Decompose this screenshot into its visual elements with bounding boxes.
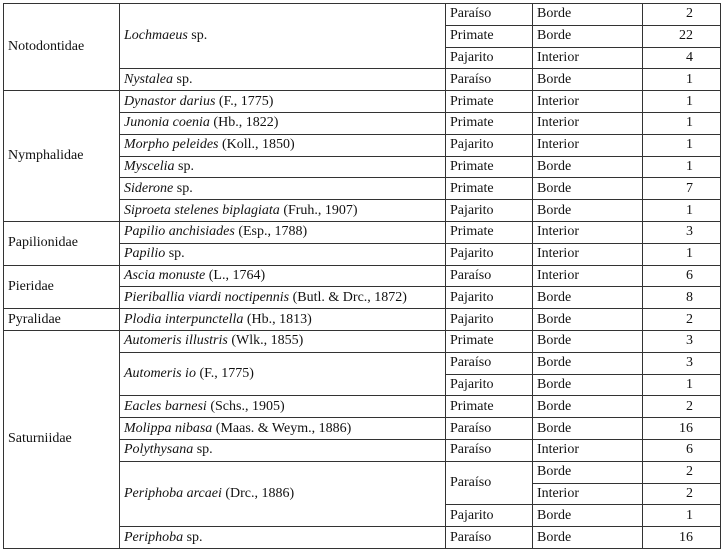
species-authority: (F., 1775)	[195, 366, 254, 382]
site-cell: Primate	[446, 112, 533, 134]
count-cell: 8	[643, 287, 721, 309]
count-cell: 7	[643, 178, 721, 200]
species-cell	[120, 156, 446, 178]
habitat-cell: Borde	[533, 396, 643, 418]
habitat-cell: Interior	[533, 221, 643, 243]
species-authority: (Maas. & Weym., 1886)	[212, 420, 352, 436]
count-cell: 1	[643, 69, 721, 91]
site-cell: Pajarito	[446, 287, 533, 309]
species-authority: sp.	[174, 158, 194, 174]
species-records-table	[3, 3, 721, 549]
species-cell	[120, 439, 446, 461]
table-row	[4, 4, 721, 26]
count-cell: 16	[643, 527, 721, 549]
count-cell: 22	[643, 25, 721, 47]
species-name: Dynastor darius	[124, 93, 216, 109]
species-name: Pieriballia viardi noctipennis	[124, 289, 290, 305]
species-cell	[120, 527, 446, 549]
count-cell: 2	[643, 396, 721, 418]
count-cell: 2	[643, 4, 721, 26]
count-cell: 2	[643, 461, 721, 483]
habitat-cell: Borde	[533, 418, 643, 440]
species-authority: (Hb., 1822)	[209, 115, 279, 131]
species-cell	[120, 287, 446, 309]
count-cell: 1	[643, 505, 721, 527]
species-cell	[120, 69, 446, 91]
count-cell: 6	[643, 265, 721, 287]
species-cell	[120, 309, 446, 331]
species-authority: sp.	[187, 28, 208, 44]
habitat-cell: Borde	[533, 156, 643, 178]
species-name: Morpho peleides	[124, 137, 219, 153]
habitat-cell: Borde	[533, 505, 643, 527]
habitat-cell: Borde	[533, 527, 643, 549]
habitat-cell: Interior	[533, 483, 643, 505]
species-authority: (L., 1764)	[205, 267, 266, 283]
site-cell: Primate	[446, 25, 533, 47]
species-authority: (Fruh., 1907)	[279, 202, 358, 218]
site-cell: Primate	[446, 178, 533, 200]
site-cell: Paraíso	[446, 4, 533, 26]
site-cell: Pajarito	[446, 134, 533, 156]
species-name: Periphoba arcaei	[124, 485, 222, 501]
site-cell: Pajarito	[446, 200, 533, 222]
species-name: Papilio anchisiades	[124, 224, 235, 240]
species-cell	[120, 243, 446, 265]
count-cell: 1	[643, 200, 721, 222]
species-authority: sp.	[173, 180, 193, 196]
species-cell	[120, 352, 446, 396]
count-cell: 1	[643, 243, 721, 265]
species-name: Molippa nibasa	[124, 420, 213, 436]
family-cell: Nymphalidae	[4, 91, 120, 222]
site-cell: Paraíso	[446, 352, 533, 374]
species-authority: (Wlk., 1855)	[227, 333, 304, 349]
habitat-cell: Interior	[533, 439, 643, 461]
species-cell	[120, 418, 446, 440]
species-name: Automeris illustris	[124, 333, 228, 349]
habitat-cell: Interior	[533, 243, 643, 265]
site-cell: Primate	[446, 221, 533, 243]
site-cell: Paraíso	[446, 527, 533, 549]
species-authority: (Drc., 1886)	[221, 485, 295, 501]
site-cell: Paraíso	[446, 439, 533, 461]
site-cell: Paraíso	[446, 265, 533, 287]
species-name: Junonia coenia	[124, 115, 210, 131]
site-cell: Paraíso	[446, 461, 533, 505]
species-authority: (Esp., 1788)	[234, 224, 308, 240]
habitat-cell: Borde	[533, 374, 643, 396]
count-cell: 6	[643, 439, 721, 461]
site-cell: Pajarito	[446, 505, 533, 527]
habitat-cell: Borde	[533, 178, 643, 200]
count-cell: 1	[643, 374, 721, 396]
species-cell	[120, 4, 446, 69]
site-cell: Primate	[446, 156, 533, 178]
family-cell: Notodontidae	[4, 4, 120, 91]
species-name: Polythysana	[124, 442, 194, 458]
species-name: Lochmaeus	[124, 28, 188, 44]
habitat-cell: Interior	[533, 91, 643, 113]
site-cell: Primate	[446, 396, 533, 418]
count-cell: 1	[643, 134, 721, 156]
species-name: Nystalea	[124, 71, 173, 87]
habitat-cell: Borde	[533, 352, 643, 374]
table-row	[4, 309, 721, 331]
site-cell: Primate	[446, 330, 533, 352]
species-cell	[120, 396, 446, 418]
family-cell: Pyralidae	[4, 309, 120, 331]
species-cell	[120, 265, 446, 287]
habitat-cell: Borde	[533, 200, 643, 222]
table-row	[4, 91, 721, 113]
habitat-cell: Borde	[533, 309, 643, 331]
habitat-cell: Interior	[533, 134, 643, 156]
habitat-cell: Borde	[533, 330, 643, 352]
species-name: Siproeta stelenes biplagiata	[124, 202, 280, 218]
species-authority: sp.	[173, 71, 193, 87]
species-authority: (Butl. & Drc., 1872)	[289, 289, 407, 305]
table-row	[4, 221, 721, 243]
site-cell: Pajarito	[446, 309, 533, 331]
family-cell: Saturniidae	[4, 330, 120, 548]
count-cell: 3	[643, 352, 721, 374]
site-cell: Pajarito	[446, 47, 533, 69]
species-cell	[120, 134, 446, 156]
species-authority: (F., 1775)	[215, 93, 274, 109]
species-authority: (Hb., 1813)	[243, 311, 312, 327]
site-cell: Primate	[446, 91, 533, 113]
habitat-cell: Borde	[533, 69, 643, 91]
site-cell: Pajarito	[446, 243, 533, 265]
species-authority: sp.	[165, 246, 185, 262]
table-row	[4, 330, 721, 352]
count-cell: 3	[643, 330, 721, 352]
species-name: Myscelia	[124, 158, 175, 174]
species-name: Eacles barnesi	[124, 398, 207, 414]
habitat-cell: Borde	[533, 461, 643, 483]
species-name: Automeris io	[124, 366, 196, 382]
species-cell	[120, 221, 446, 243]
habitat-cell: Interior	[533, 47, 643, 69]
species-cell	[120, 330, 446, 352]
species-cell	[120, 91, 446, 113]
species-cell	[120, 112, 446, 134]
count-cell: 2	[643, 309, 721, 331]
species-cell	[120, 178, 446, 200]
count-cell: 2	[643, 483, 721, 505]
species-authority: (Koll., 1850)	[218, 137, 295, 153]
table-body	[4, 4, 721, 549]
species-name: Periphoba	[124, 529, 184, 545]
site-cell: Paraíso	[446, 418, 533, 440]
count-cell: 1	[643, 91, 721, 113]
species-authority: sp.	[183, 529, 203, 545]
species-authority: (Schs., 1905)	[206, 398, 285, 414]
habitat-cell: Borde	[533, 4, 643, 26]
species-cell	[120, 461, 446, 526]
count-cell: 1	[643, 112, 721, 134]
count-cell: 4	[643, 47, 721, 69]
habitat-cell: Borde	[533, 287, 643, 309]
species-name: Siderone	[124, 180, 174, 196]
species-name: Papilio	[124, 246, 166, 262]
count-cell: 3	[643, 221, 721, 243]
count-cell: 1	[643, 156, 721, 178]
site-cell: Paraíso	[446, 69, 533, 91]
habitat-cell: Interior	[533, 265, 643, 287]
species-authority: sp.	[193, 442, 213, 458]
family-cell: Pieridae	[4, 265, 120, 309]
table-row	[4, 265, 721, 287]
count-cell: 16	[643, 418, 721, 440]
habitat-cell: Interior	[533, 112, 643, 134]
habitat-cell: Borde	[533, 25, 643, 47]
site-cell: Pajarito	[446, 374, 533, 396]
species-name: Plodia interpunctella	[124, 311, 244, 327]
species-name: Ascia monuste	[124, 267, 206, 283]
species-cell	[120, 200, 446, 222]
family-cell: Papilionidae	[4, 221, 120, 265]
